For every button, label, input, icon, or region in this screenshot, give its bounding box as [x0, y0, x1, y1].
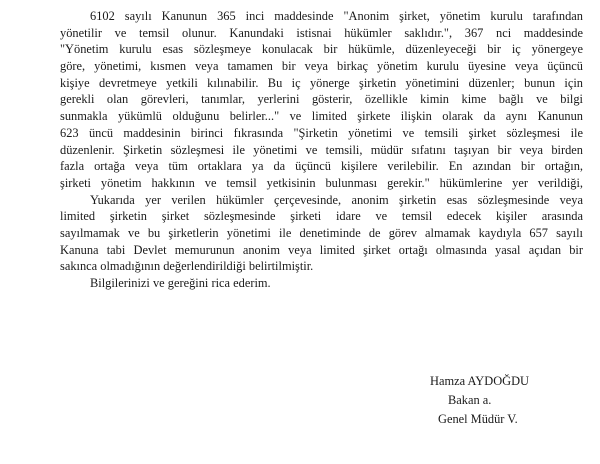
paragraph-1-line-2: yönetilir ve temsil olunur. Kanundaki istisnai hükümler saklıdır.", 367 nci maddesinde [60, 25, 583, 40]
paragraph-1-line-8: 623 üncü maddesinin birinci fıkrasında "Şirketin yönetimi ve temsili şirket sözleşmesi ile [60, 125, 583, 140]
paragraph-3-line-1: Bilgilerinizi ve gereğini rica ederim. [90, 276, 271, 290]
paragraph-1-line-6: gerekli olan görevleri, tanımlar, yerlerini gösterir, özellikle kimin kime bağlı ve bilgi [60, 92, 583, 107]
signatory-name: Hamza AYDOĞDU [430, 374, 529, 388]
paragraph-1-line-4: göre, yönetimi, kısmen veya tamamen bir veya birkaç yönetim kurulu üyesine veya üçüncü [60, 59, 583, 74]
signature-block [430, 372, 580, 429]
paragraph-1-line-3: "Yönetim kurulu esas sözleşmeye konulacak bir hükümle, düzenleyeceği bir iç yönergeye [60, 42, 583, 57]
paragraph-2-line-1: Yukarıda yer verilen hükümler çerçevesinde, anonim şirketin esas sözleşmesinde veya [90, 192, 583, 207]
paragraph-1-line-5: kişiye devretmeye yetkili kılınabilir. Bu iç yönerge şirketin yönetimini düzenler; bunun için [60, 75, 583, 90]
paragraph-1-line-7: sunmakla yükümlü olduğunu belirler..." ve limited şirkete ilişkin olarak da aynı Kanunun [60, 109, 583, 124]
paragraph-2 [60, 192, 583, 275]
paragraph-2-line-5: sakınca olmadığının değerlendirildiği belirtilmiştir. [60, 259, 314, 274]
paragraph-1-line-1: 6102 sayılı Kanunun 365 inci maddesinde "Anonim şirket, yönetim kurulu tarafından [90, 9, 583, 23]
signatory-title-1: Bakan a. [448, 393, 492, 407]
paragraph-2-line-4: Kanuna tabi Devlet memurunun anonim veya limited şirket ortağı olmasında yasal açıdan bir [60, 242, 583, 257]
paragraph-1-line-10: fazla ortağa veya tüm ortaklara ya da üçüncü kişilere verilebilir. En azından bir ortağın, [60, 159, 583, 174]
paragraph-1-line-11: şirketi yönetim hakkının ve temsil yetkisinin bulunması gerekir." hükümlerine yer verildiği, [60, 175, 583, 190]
paragraph-2-line-3: sayılmamak ve bu şirketlerin yönetimi ile denetiminde de görev almamak kaydıyla 657 sayılı [60, 225, 583, 240]
paragraph-2-line-2: limited şirketin şirket sözleşmesinde şirketi idare ve temsil edecek kişiler arasında [60, 209, 583, 224]
paragraph-3 [60, 275, 583, 292]
paragraph-1-line-9: düzenlenir. Şirketin sözleşmesi ile yönetimi ve temsili, müdür sıfatını taşıyan bir veya birden [60, 142, 583, 157]
signatory-title-2: Genel Müdür V. [438, 412, 518, 426]
paragraph-1 [60, 8, 583, 192]
letter-body [60, 8, 583, 292]
